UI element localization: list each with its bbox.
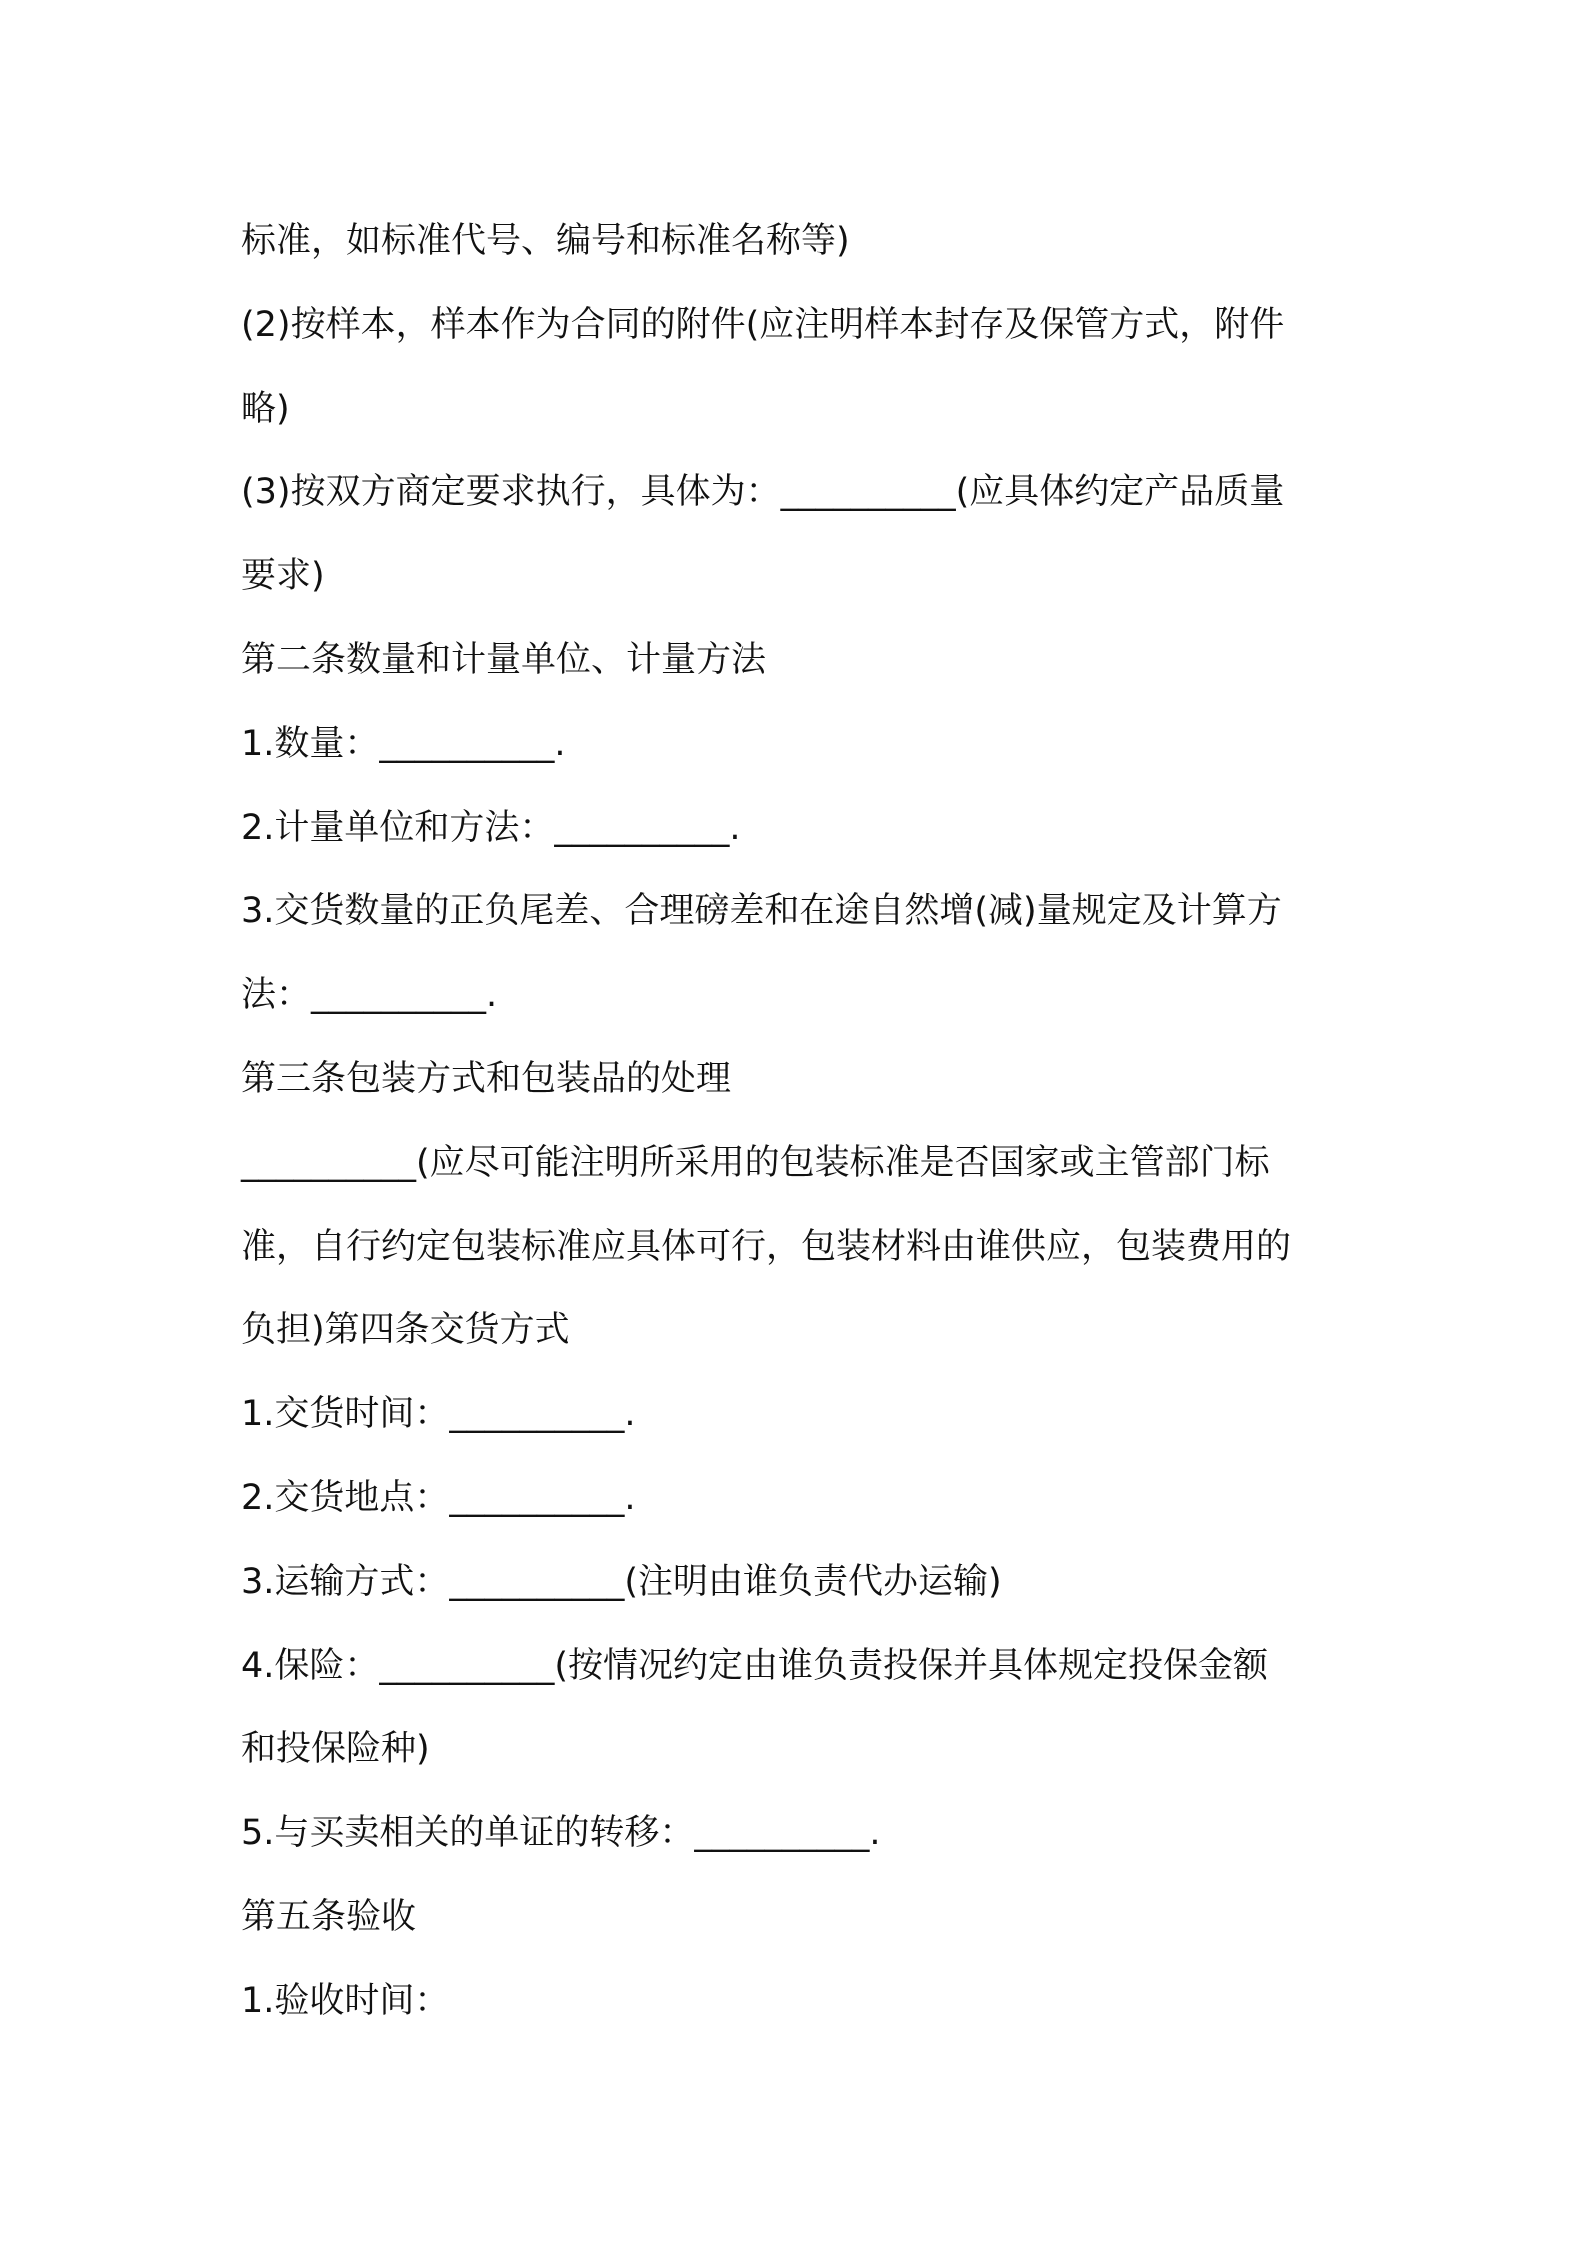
text-line: 3.交货数量的正负尾差、合理磅差和在途自然增(减)量规定及计算方	[241, 891, 1282, 932]
text-line: 1.数量：__________.	[241, 723, 566, 764]
text-line: 负担)第四条交货方式	[241, 1310, 570, 1351]
text-line: 1.交货时间：__________.	[241, 1394, 636, 1435]
text-line: __________(应尽可能注明所采用的包装标准是否国家或主管部门标	[241, 1142, 1270, 1183]
text-line: 1.验收时间：	[241, 1980, 450, 2021]
section-heading: 第三条包装方式和包装品的处理	[241, 1058, 732, 1099]
text-line: 标准，如标准代号、编号和标准名称等)	[241, 221, 850, 261]
section-heading: 第五条验收	[241, 1896, 417, 1937]
text-line: 和投保险种)	[241, 1729, 430, 1770]
text-line: 法：__________.	[241, 975, 498, 1016]
text-line: 2.交货地点：__________.	[241, 1477, 636, 1518]
text-line: 2.计量单位和方法：__________.	[241, 807, 741, 848]
section-heading: 第二条数量和计量单位、计量方法	[241, 639, 767, 680]
text-line: 3.运输方式：__________(注明由谁负责代办运输)	[241, 1561, 1002, 1602]
text-line: (2)按样本，样本作为合同的附件(应注明样本封存及保管方式，附件	[241, 304, 1285, 345]
text-line: 5.与买卖相关的单证的转移：__________.	[241, 1813, 881, 1854]
text-line: 4.保险：__________(按情况约定由谁负责投保并具体规定投保金额	[241, 1645, 1269, 1686]
text-line: 准，自行约定包装标准应具体可行，包装材料由谁供应，包装费用的	[241, 1226, 1292, 1267]
text-line: 略)	[241, 388, 290, 429]
document-body	[241, 200, 1371, 2044]
text-line: (3)按双方商定要求执行，具体为：__________(应具体约定产品质量	[241, 472, 1285, 513]
text-line: 要求)	[241, 556, 325, 597]
